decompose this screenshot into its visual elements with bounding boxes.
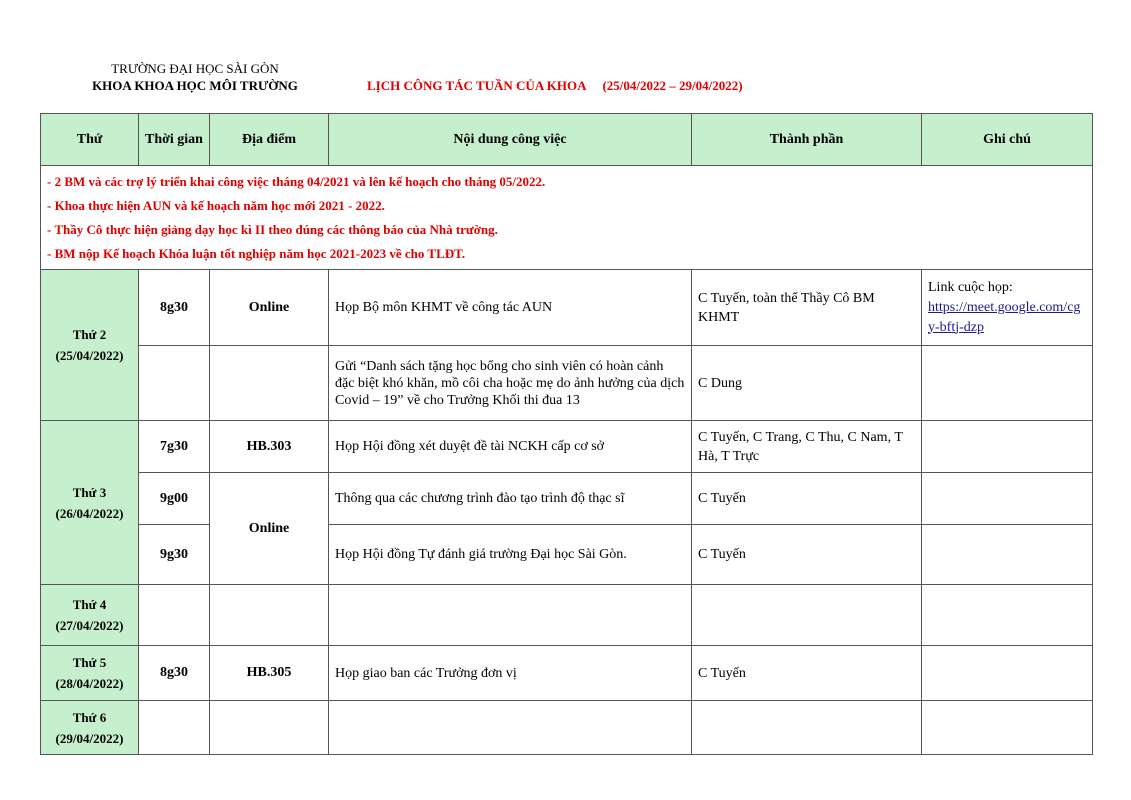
day-date: (26/04/2022) <box>55 505 124 521</box>
content-cell: Họp giao ban các Trưởng đơn vị <box>329 646 692 701</box>
content-cell <box>329 701 692 755</box>
time-cell: 8g30 <box>139 646 210 701</box>
content-cell: Họp Hội đồng Tự đánh giá trường Đại học Sài Gòn. <box>329 525 692 585</box>
table-row <box>41 473 1093 525</box>
note-cell <box>922 525 1093 585</box>
day-date: (29/04/2022) <box>55 730 124 746</box>
content-cell <box>329 585 692 646</box>
members-cell: C Tuyến <box>692 473 922 525</box>
note-cell <box>922 270 1093 346</box>
school-name: TRƯỜNG ĐẠI HỌC SÀI GÒN <box>111 61 279 76</box>
col-header-day: Thứ <box>41 114 139 166</box>
day-name: Thứ 3 <box>72 484 107 500</box>
general-notes-row <box>41 166 1093 270</box>
table-row <box>41 585 1093 646</box>
document-header-left <box>50 60 340 94</box>
day-cell-tue <box>41 421 139 585</box>
day-date: (27/04/2022) <box>55 618 124 633</box>
members-cell: C Tuyến <box>692 525 922 585</box>
table-row <box>41 646 1093 701</box>
time-cell <box>139 701 210 755</box>
content-cell: Họp Bộ môn KHMT về công tác AUN <box>329 270 692 346</box>
general-notes-cell <box>41 166 1093 270</box>
members-cell: C Tuyến, C Trang, C Thu, C Nam, T Hà, T Trực <box>692 421 922 473</box>
day-name: Thứ 6 <box>72 709 107 725</box>
col-header-content: Nội dung công việc <box>329 114 692 166</box>
col-header-members: Thành phần <box>692 114 922 166</box>
time-cell <box>139 585 210 646</box>
schedule-title-text: LỊCH CÔNG TÁC TUẦN CỦA KHOA <box>367 78 587 93</box>
content-cell: Họp Hội đồng xét duyệt đề tài NCKH cấp cơ sở <box>329 421 692 473</box>
note-cell <box>922 346 1093 421</box>
day-cell-wed <box>41 585 139 646</box>
day-date: (25/04/2022) <box>55 348 124 363</box>
time-cell <box>139 346 210 421</box>
table-row <box>41 421 1093 473</box>
members-cell: C Tuyến <box>692 646 922 701</box>
place-cell: HB.305 <box>210 646 329 701</box>
general-note: - Khoa thực hiện AUN và kế hoạch năm học mới 2021 - 2022. <box>47 197 385 213</box>
day-date: (28/04/2022) <box>55 676 124 691</box>
col-header-place: Địa điểm <box>210 114 329 166</box>
time-cell: 9g30 <box>139 525 210 585</box>
place-cell: Online <box>210 473 329 585</box>
place-cell <box>210 585 329 646</box>
content-cell: Gửi “Danh sách tặng học bổng cho sinh viên có hoàn cảnh đặc biệt khó khăn, mồ côi cha hoặc mẹ do ảnh hưởng của dịch Covid – 19” về cho Trưởng Khối thi đua 13 <box>329 346 692 421</box>
meeting-link-label: Link cuộc họp: <box>928 279 1013 295</box>
note-cell <box>922 646 1093 701</box>
members-cell <box>692 585 922 646</box>
day-cell-mon <box>41 270 139 421</box>
day-name: Thứ 4 <box>72 597 107 612</box>
col-header-time: Thời gian <box>139 114 210 166</box>
place-cell <box>210 346 329 421</box>
note-cell <box>922 585 1093 646</box>
col-header-notes: Ghi chú <box>922 114 1093 166</box>
content-cell: Thông qua các chương trình đào tạo trình độ thạc sĩ <box>329 473 692 525</box>
time-cell: 7g30 <box>139 421 210 473</box>
day-name: Thứ 5 <box>72 655 107 670</box>
meeting-link[interactable]: https://meet.google.com/cgy-bftj-dzp <box>928 299 1081 335</box>
place-cell: HB.303 <box>210 421 329 473</box>
members-cell <box>692 701 922 755</box>
table-header-row <box>41 114 1093 166</box>
day-cell-fri <box>41 701 139 755</box>
faculty-name: KHOA KHOA HỌC MÔI TRƯỜNG <box>92 78 298 93</box>
day-cell-thu <box>41 646 139 701</box>
note-cell <box>922 473 1093 525</box>
table-row <box>41 525 1093 585</box>
table-row <box>41 270 1093 346</box>
members-cell: C Dung <box>692 346 922 421</box>
schedule-date-range: (25/04/2022 – 29/04/2022) <box>602 78 743 93</box>
note-cell <box>922 701 1093 755</box>
general-note: - BM nộp Kế hoạch Khóa luận tốt nghiệp năm học 2021-2023 về cho TLĐT. <box>47 245 466 261</box>
members-cell: C Tuyến, toàn thể Thầy Cô BM KHMT <box>692 270 922 346</box>
weekly-schedule-table <box>40 113 1093 755</box>
time-cell: 8g30 <box>139 270 210 346</box>
table-row <box>41 701 1093 755</box>
time-cell: 9g00 <box>139 473 210 525</box>
note-cell <box>922 421 1093 473</box>
general-note: - 2 BM và các trợ lý triển khai công việc tháng 04/2021 và lên kế hoạch cho tháng 05/2022. <box>47 173 546 189</box>
schedule-title <box>367 78 743 94</box>
place-cell: Online <box>210 270 329 346</box>
place-cell <box>210 701 329 755</box>
general-note: - Thầy Cô thực hiện giảng dạy học kì II theo đúng các thông báo của Nhà trường. <box>47 221 498 237</box>
day-name: Thứ 2 <box>72 327 107 342</box>
table-row <box>41 346 1093 421</box>
